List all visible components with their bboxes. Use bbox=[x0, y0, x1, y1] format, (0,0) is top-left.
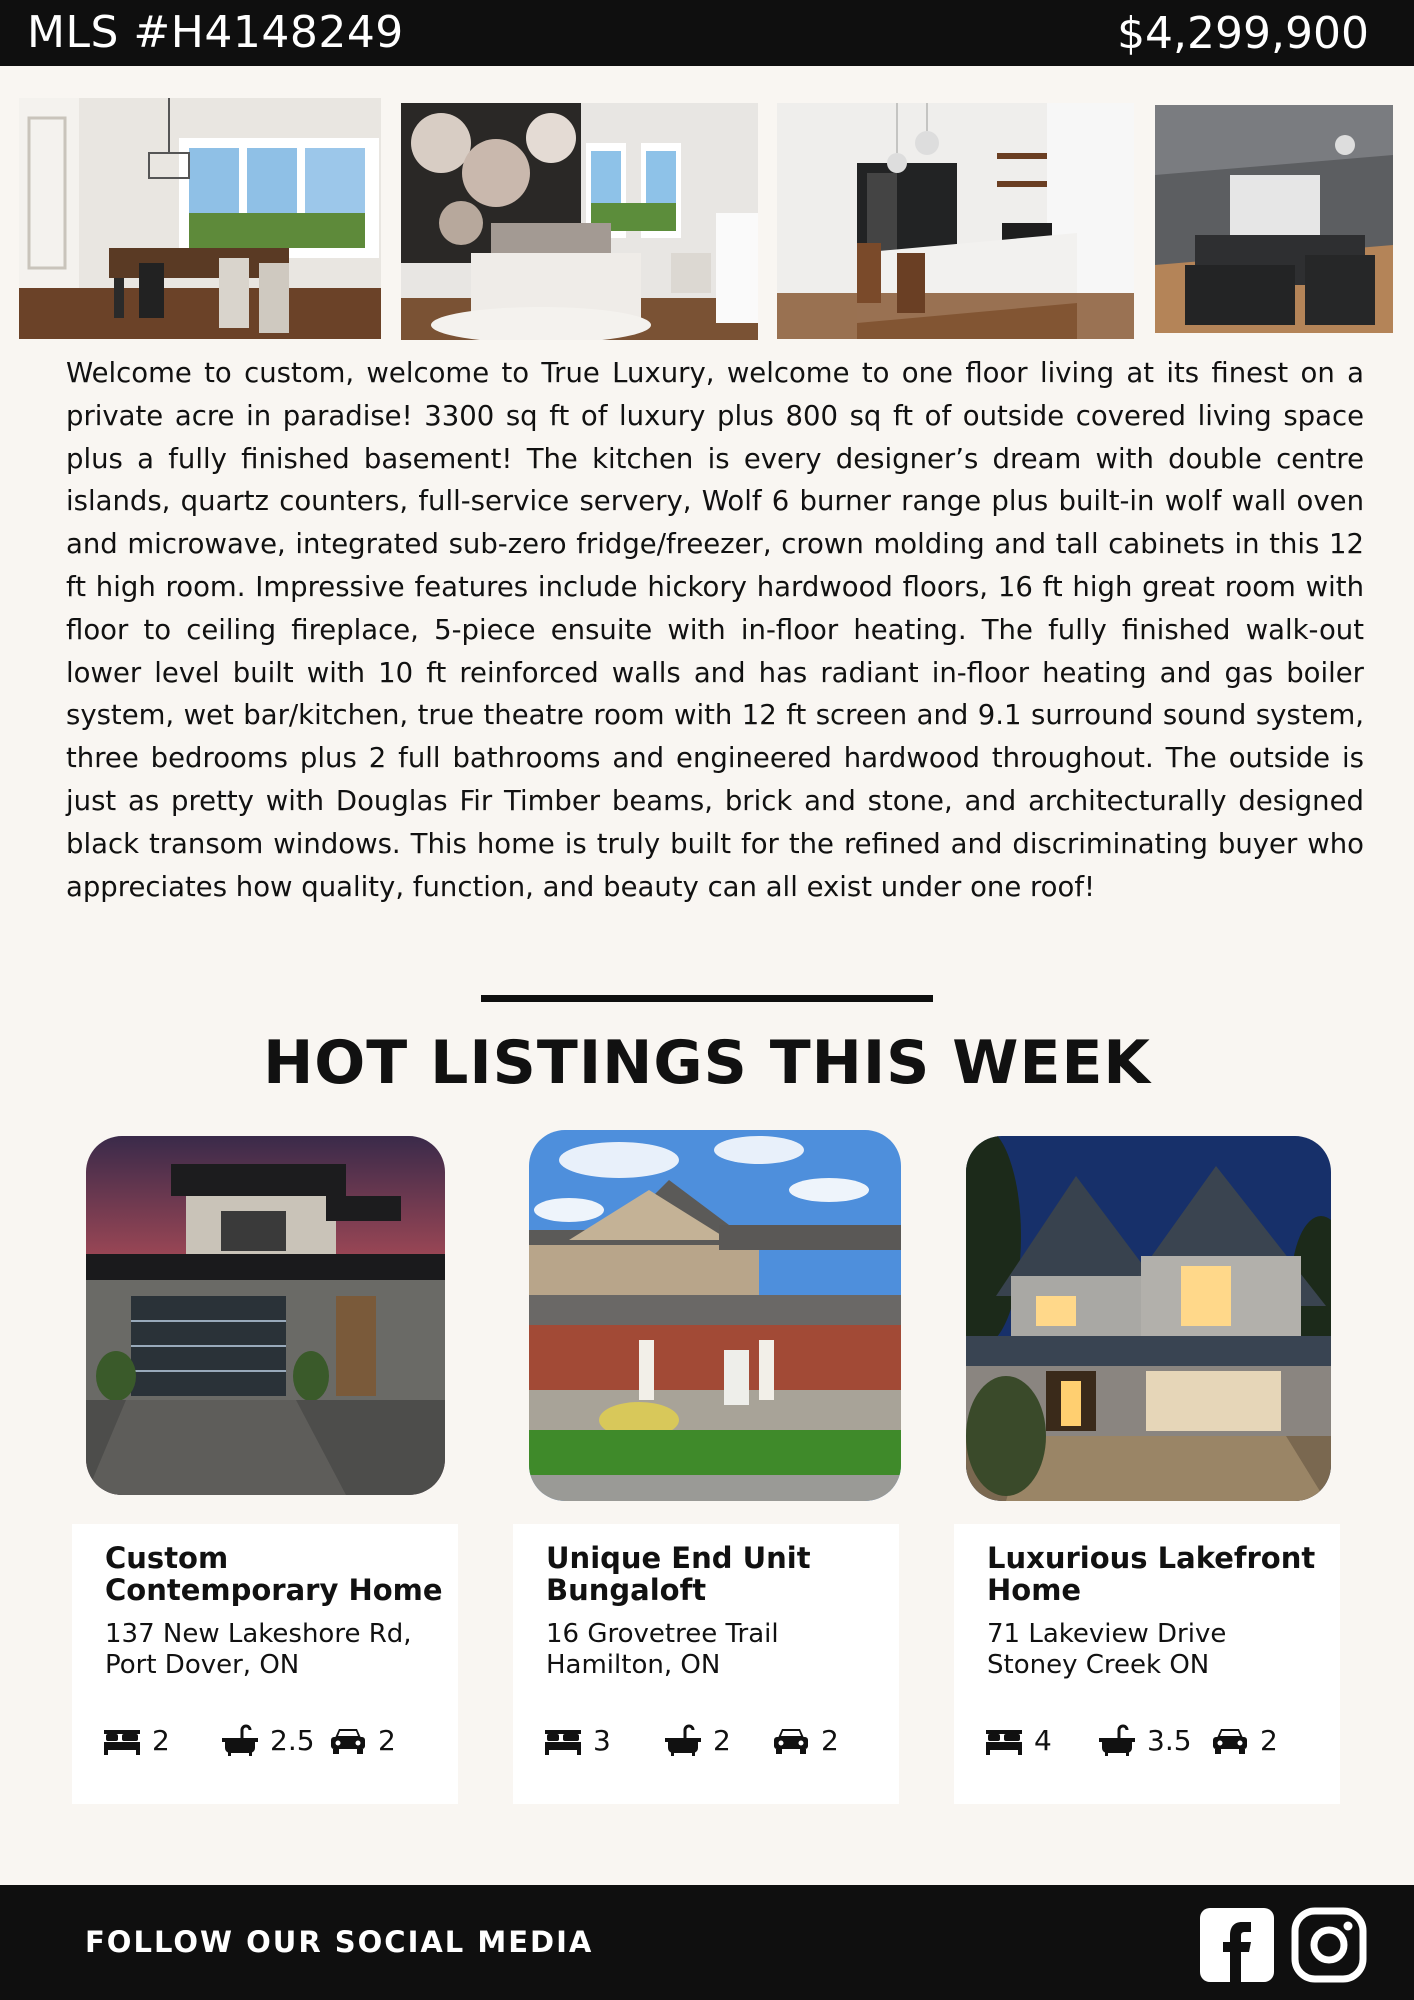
listing-card-3[interactable] bbox=[954, 1524, 1340, 1804]
hot-listings-title: HOT LISTINGS THIS WEEK bbox=[263, 1028, 1151, 1098]
listing-card-2[interactable] bbox=[513, 1524, 899, 1804]
baths-count: 3.5 bbox=[1147, 1723, 1192, 1757]
mls-number: MLS #H4148249 bbox=[27, 7, 404, 58]
beds-count: 4 bbox=[1034, 1723, 1052, 1757]
bedroom-photo bbox=[401, 103, 758, 340]
baths-count: 2.5 bbox=[270, 1723, 315, 1757]
car-icon bbox=[1210, 1724, 1250, 1756]
garage-count: 2 bbox=[821, 1723, 839, 1757]
address-line-2: Stoney Creek ON bbox=[987, 1650, 1210, 1680]
listing-title[interactable]: Custom Contemporary Home bbox=[105, 1541, 443, 1607]
garage-stat bbox=[771, 1722, 839, 1758]
kitchen-photo bbox=[777, 103, 1134, 339]
baths-stat bbox=[220, 1722, 315, 1758]
beds-count: 3 bbox=[593, 1723, 611, 1757]
garage-stat bbox=[328, 1722, 396, 1758]
listing-photo-2[interactable] bbox=[529, 1130, 901, 1501]
dining-room-photo bbox=[19, 98, 381, 339]
baths-count: 2 bbox=[713, 1723, 731, 1757]
facebook-icon[interactable] bbox=[1199, 1907, 1275, 1983]
bed-icon bbox=[102, 1724, 142, 1756]
listing-stats bbox=[102, 1722, 452, 1758]
listing-photo-3[interactable] bbox=[966, 1136, 1331, 1501]
car-icon bbox=[328, 1724, 368, 1756]
beds-stat bbox=[102, 1722, 170, 1758]
address-line-1: 71 Lakeview Drive bbox=[987, 1619, 1227, 1649]
theatre-room-photo bbox=[1155, 105, 1393, 333]
listing-photo-1[interactable] bbox=[86, 1136, 445, 1495]
garage-stat bbox=[1210, 1722, 1278, 1758]
bathtub-icon bbox=[1097, 1724, 1137, 1756]
top-bar bbox=[0, 0, 1414, 66]
listing-stats bbox=[984, 1722, 1334, 1758]
beds-stat bbox=[543, 1722, 611, 1758]
listing-card-1[interactable] bbox=[72, 1524, 458, 1804]
footer bbox=[0, 1885, 1414, 2000]
listing-stats bbox=[543, 1722, 893, 1758]
garage-count: 2 bbox=[378, 1723, 396, 1757]
listing-address bbox=[546, 1619, 891, 1681]
listing-title[interactable]: Luxurious Lakefront Home bbox=[987, 1541, 1316, 1607]
baths-stat bbox=[663, 1722, 731, 1758]
follow-social-label: FOLLOW OUR SOCIAL MEDIA bbox=[85, 1925, 594, 1959]
listing-price: $4,299,900 bbox=[1117, 8, 1369, 59]
address-line-1: 16 Grovetree Trail bbox=[546, 1619, 779, 1649]
address-line-2: Port Dover, ON bbox=[105, 1650, 300, 1680]
address-line-1: 137 New Lakeshore Rd, bbox=[105, 1619, 412, 1649]
beds-count: 2 bbox=[152, 1723, 170, 1757]
baths-stat bbox=[1097, 1722, 1192, 1758]
property-description: Welcome to custom, welcome to True Luxury, welcome to one floor living at its finest on a private acre in paradise! 3300 sq ft of luxury plus 800 sq ft of outside covered living space plus a fully finished basement! The kitchen is every designer’s dream with double centre islands, quartz counters, full-service servery, Wolf 6 burner range plus built-in wolf wall oven and microwave, integrated sub-zero fridge/freezer, crown molding and tall cabinets in this 12 ft high room. Impressive features include hickory hardwood floors, 16 ft high great room with floor to ceiling fireplace, 5-piece ensuite with in-floor heating. The fully finished walk-out lower level built with 10 ft reinforced walls and has radiant in-floor heating and gas boiler system, wet bar/kitchen, true theatre room with 12 ft screen and 9.1 surround sound system, three bedrooms plus 2 full bathrooms and engineered hardwood throughout. The outside is just as pretty with Douglas Fir Timber beams, brick and stone, and architecturally designed black transom windows. This home is truly built for the refined and discriminating buyer who appreciates how quality, function, and beauty can all exist under one roof! bbox=[66, 357, 1364, 903]
section-divider bbox=[481, 995, 933, 1002]
car-icon bbox=[771, 1724, 811, 1756]
beds-stat bbox=[984, 1722, 1052, 1758]
listing-address bbox=[987, 1619, 1332, 1681]
listing-title[interactable]: Unique End Unit Bungaloft bbox=[546, 1541, 811, 1607]
bathtub-icon bbox=[220, 1724, 260, 1756]
garage-count: 2 bbox=[1260, 1723, 1278, 1757]
address-line-2: Hamilton, ON bbox=[546, 1650, 721, 1680]
bathtub-icon bbox=[663, 1724, 703, 1756]
bed-icon bbox=[543, 1724, 583, 1756]
instagram-icon[interactable] bbox=[1291, 1907, 1367, 1983]
bed-icon bbox=[984, 1724, 1024, 1756]
listing-address bbox=[105, 1619, 450, 1681]
